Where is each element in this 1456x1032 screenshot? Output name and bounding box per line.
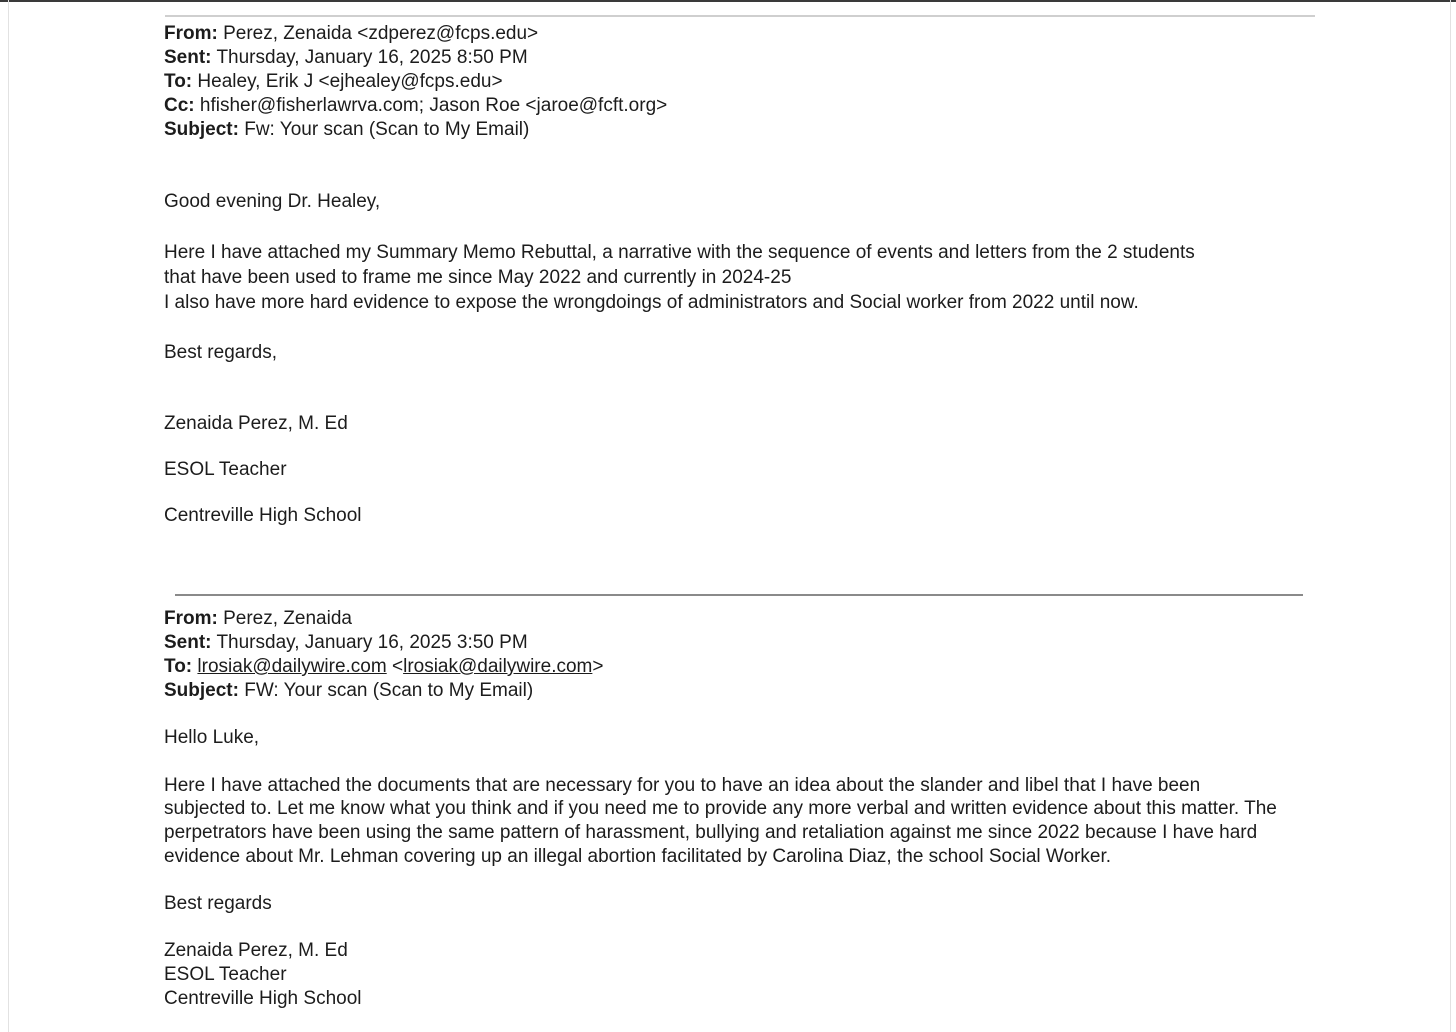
recipient-email-link[interactable]: lrosiak@dailywire.com: [403, 656, 593, 677]
subject-value: FW: Your scan (Scan to My Email): [244, 680, 534, 701]
top-divider: [165, 15, 1315, 17]
email-divider: [175, 594, 1303, 596]
cc-label: Cc:: [164, 95, 195, 116]
subject-label: Subject:: [164, 680, 239, 701]
from-label: From:: [164, 608, 218, 629]
sent-label: Sent:: [164, 632, 212, 653]
angle-open: <: [391, 656, 404, 677]
email-1-sent: [164, 46, 528, 70]
email-1-signature-title: ESOL Teacher: [164, 459, 287, 480]
subject-label: Subject:: [164, 119, 239, 140]
angle-close: >: [592, 656, 604, 677]
from-label: From:: [164, 23, 218, 44]
email-1-body-line: I also have more hard evidence to expose the wrongdoings of administrators and Social worker from 2022 until now.: [164, 292, 1139, 313]
email-2-signature-name: Zenaida Perez, M. Ed: [164, 940, 348, 961]
recipient-email-link[interactable]: lrosiak@dailywire.com: [197, 656, 387, 677]
email-1-body-line: that have been used to frame me since May 2022 and currently in 2024-25: [164, 267, 792, 288]
subject-value: Fw: Your scan (Scan to My Email): [244, 119, 530, 140]
page-right-edge: [1450, 0, 1451, 1032]
page-left-edge: [8, 0, 9, 1032]
email-2-signature-title: ESOL Teacher: [164, 964, 287, 985]
from-value: Perez, Zenaida <zdperez@fcps.edu>: [223, 23, 539, 44]
email-1-subject: [164, 118, 529, 142]
email-2-from: [164, 607, 352, 631]
from-value: Perez, Zenaida: [223, 608, 352, 629]
sent-value: Thursday, January 16, 2025 8:50 PM: [216, 47, 528, 68]
email-2-body-line: Here I have attached the documents that are necessary for you to have an idea about the slander and libel that I have been: [164, 775, 1201, 796]
email-2-to: [164, 655, 603, 679]
email-2-subject: [164, 679, 533, 703]
to-value: Healey, Erik J <ejhealey@fcps.edu>: [197, 71, 503, 92]
email-2-sent: [164, 631, 528, 655]
email-1-from: [164, 22, 538, 46]
email-2-greeting: Hello Luke,: [164, 727, 260, 748]
email-1-closing: Best regards,: [164, 342, 277, 363]
email-1-cc: [164, 94, 667, 118]
email-1-to: [164, 70, 503, 94]
email-2-body-line: subjected to. Let me know what you think and if you need me to provide any more verbal and written evidence about this matter. The: [164, 798, 1277, 819]
page-top-edge: [0, 0, 1456, 2]
email-2-closing: Best regards: [164, 893, 272, 914]
email-1-body-line: Here I have attached my Summary Memo Rebuttal, a narrative with the sequence of events and letters from the 2 students: [164, 242, 1195, 263]
sent-label: Sent:: [164, 47, 212, 68]
email-2-body-line: perpetrators have been using the same pattern of harassment, bullying and retaliation against me since 2022 because I have hard: [164, 822, 1258, 843]
cc-value: hfisher@fisherlawrva.com; Jason Roe <jaroe@fcft.org>: [199, 95, 668, 116]
email-1-signature-school: Centreville High School: [164, 505, 362, 526]
email-1-signature-name: Zenaida Perez, M. Ed: [164, 413, 348, 434]
email-2-body-line: evidence about Mr. Lehman covering up an illegal abortion facilitated by Carolina Diaz, the school Social Worker.: [164, 846, 1112, 867]
email-1-greeting: Good evening Dr. Healey,: [164, 191, 381, 212]
to-label: To:: [164, 71, 193, 92]
email-2-signature-school: Centreville High School: [164, 988, 362, 1009]
sent-value: Thursday, January 16, 2025 3:50 PM: [216, 632, 528, 653]
to-label: To:: [164, 656, 193, 677]
